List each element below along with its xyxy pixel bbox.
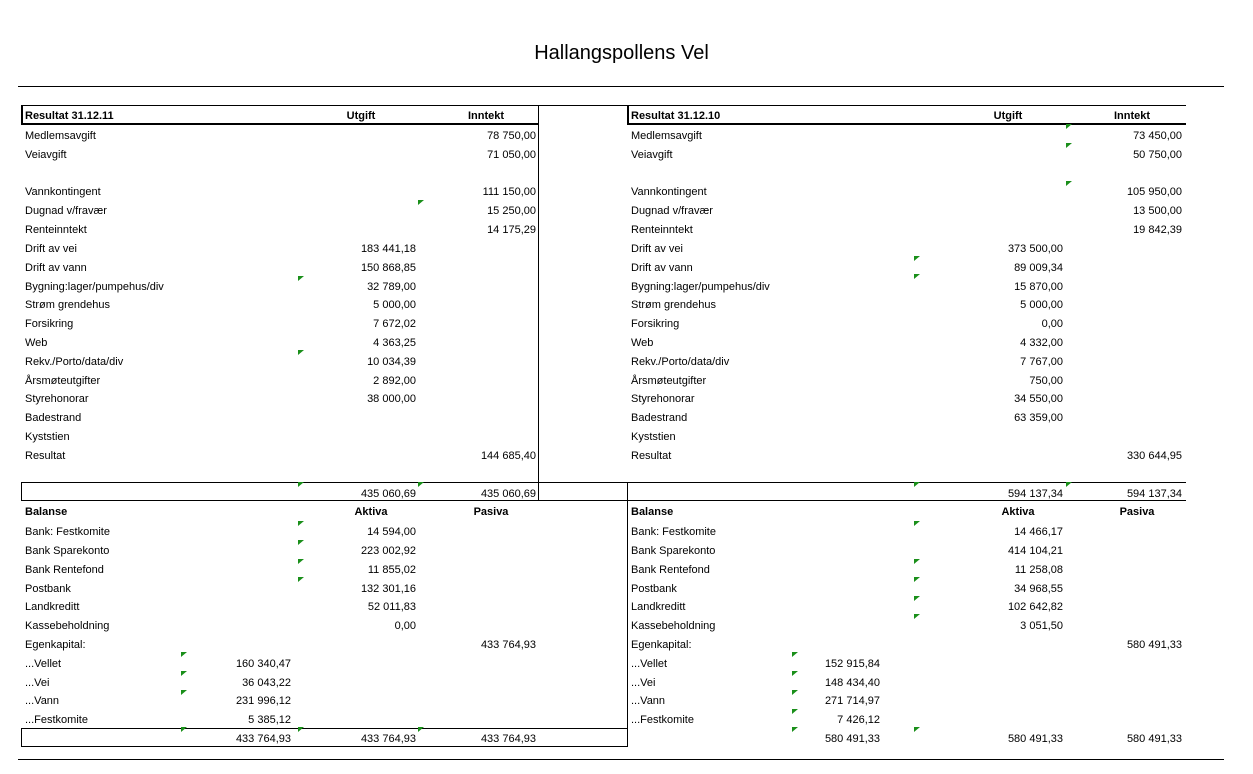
- row-inntekt: 15 250,00: [487, 205, 536, 217]
- balance-row-aktiva: 3 051,50: [1020, 620, 1063, 632]
- balance-row-sub: 271 714,97: [824, 695, 880, 707]
- balance-row-aktiva: 0,00: [394, 620, 416, 632]
- row-utgift: 15 870,00: [1014, 281, 1063, 293]
- balance-row-aktiva: 11 258,08: [1014, 564, 1063, 576]
- row-utgift: 4 332,00: [1020, 337, 1063, 349]
- row-label: Dugnad v/fravær: [25, 205, 107, 217]
- row-utgift: 38 000,00: [367, 393, 416, 405]
- comment-marker-icon[interactable]: [418, 482, 424, 487]
- balance-row-aktiva: 223 002,92: [360, 545, 416, 557]
- row-inntekt: 13 500,00: [1133, 205, 1182, 217]
- row-label: Vannkontingent: [631, 186, 707, 198]
- comment-marker-icon[interactable]: [792, 652, 798, 657]
- comment-marker-icon[interactable]: [914, 521, 920, 526]
- side-right-total-utgift: 594 137,34: [1007, 488, 1063, 500]
- row-label: Rekv./Porto/data/div: [25, 356, 124, 368]
- row-inntekt: 73 450,00: [1133, 130, 1182, 142]
- balance-row-aktiva: 34 968,55: [1014, 583, 1063, 595]
- comment-marker-icon[interactable]: [181, 727, 187, 732]
- balance-row-label: ...Festkomite: [25, 714, 88, 726]
- side-right-header-label: Resultat 31.12.10: [631, 110, 721, 122]
- row-utgift: 10 034,39: [367, 356, 416, 368]
- row-label: Styrehonorar: [631, 393, 695, 405]
- balance-row-label: Landkreditt: [631, 601, 686, 613]
- side-left-balance-label: Balanse: [25, 506, 68, 518]
- comment-marker-icon[interactable]: [1066, 124, 1072, 129]
- balance-row-label: ...Vellet: [631, 658, 668, 670]
- balance-row-label: ...Vann: [25, 695, 60, 707]
- row-label: Veiavgift: [25, 149, 67, 161]
- comment-marker-icon[interactable]: [298, 482, 304, 487]
- comment-marker-icon[interactable]: [418, 727, 424, 732]
- balance-row-aktiva: 14 466,17: [1014, 526, 1063, 538]
- comment-marker-icon[interactable]: [1066, 482, 1072, 487]
- row-label: Medlemsavgift: [25, 130, 96, 142]
- balance-row-label: Bank Sparekonto: [631, 545, 716, 557]
- row-label: Web: [25, 337, 48, 349]
- comment-marker-icon[interactable]: [914, 256, 920, 261]
- comment-marker-icon[interactable]: [418, 200, 424, 205]
- side-left-balance-pasiva: Pasiva: [473, 506, 509, 518]
- comment-marker-icon[interactable]: [298, 521, 304, 526]
- comment-marker-icon[interactable]: [298, 727, 304, 732]
- comment-marker-icon[interactable]: [914, 274, 920, 279]
- balance-row-label: Postbank: [25, 583, 71, 595]
- row-label: Drift av vann: [631, 262, 693, 274]
- side-right-header-utgift: Utgift: [993, 110, 1023, 122]
- side-left-header-utgift: Utgift: [346, 110, 376, 122]
- balance-row-pasiva: 580 491,33: [1126, 639, 1182, 651]
- middle-divider: [538, 105, 539, 500]
- row-label: Dugnad v/fravær: [631, 205, 713, 217]
- side-left-header-label: Resultat 31.12.11: [25, 110, 114, 122]
- balance-row-aktiva: 14 594,00: [367, 526, 416, 538]
- row-label: Bygning:lager/pumpehus/div: [25, 281, 164, 293]
- row-label: Rekv./Porto/data/div: [631, 356, 730, 368]
- row-inntekt: 144 685,40: [480, 450, 536, 462]
- row-utgift: 32 789,00: [367, 281, 416, 293]
- balance-row-label: Postbank: [631, 583, 677, 595]
- left-border-totals: [21, 482, 22, 501]
- balance-row-label: Bank Rentefond: [25, 564, 104, 576]
- side-left-btotal-aktiva: 433 764,93: [360, 733, 416, 745]
- row-label: Forsikring: [631, 318, 680, 330]
- balance-row-label: Egenkapital:: [631, 639, 692, 651]
- comment-marker-icon[interactable]: [792, 690, 798, 695]
- row-utgift: 4 363,25: [373, 337, 416, 349]
- side-right-btotal-aktiva: 580 491,33: [1007, 733, 1063, 745]
- row-label: Renteinntekt: [25, 224, 87, 236]
- comment-marker-icon[interactable]: [298, 540, 304, 545]
- row-label: Badestrand: [25, 412, 82, 424]
- comment-marker-icon[interactable]: [914, 596, 920, 601]
- row-inntekt: 330 644,95: [1126, 450, 1182, 462]
- balance-row-aktiva: 11 855,02: [367, 564, 416, 576]
- row-utgift: 7 672,02: [373, 318, 416, 330]
- balance-row-aktiva: 132 301,16: [360, 583, 416, 595]
- row-inntekt: 105 950,00: [1126, 186, 1182, 198]
- row-utgift: 63 359,00: [1014, 412, 1063, 424]
- row-label: Årsmøteutgifter: [25, 375, 101, 387]
- row-label: Web: [631, 337, 654, 349]
- comment-marker-icon[interactable]: [792, 709, 798, 714]
- balance-row-sub: 231 996,12: [235, 695, 291, 707]
- row-utgift: 89 009,34: [1014, 262, 1063, 274]
- row-inntekt: 111 150,00: [482, 186, 536, 198]
- balance-totals-bottom: [21, 746, 627, 747]
- title-divider: [18, 86, 1224, 87]
- side-right-balance-label: Balanse: [631, 506, 674, 518]
- balance-row-label: Bank: Festkomite: [25, 526, 110, 538]
- row-label: Resultat: [25, 450, 66, 462]
- row-inntekt: 71 050,00: [487, 149, 536, 161]
- row-label: Styrehonorar: [25, 393, 89, 405]
- balance-row-sub: 5 385,12: [248, 714, 291, 726]
- comment-marker-icon[interactable]: [181, 671, 187, 676]
- balance-row-label: Bank Sparekonto: [25, 545, 110, 557]
- side-right-btotal-sub: 580 491,33: [824, 733, 880, 745]
- row-label: Kyststien: [25, 431, 70, 443]
- row-label: Strøm grendehus: [25, 299, 110, 311]
- balance-row-sub: 160 340,47: [235, 658, 291, 670]
- balance-row-label: ...Vellet: [25, 658, 62, 670]
- side-right-balance-aktiva: Aktiva: [1001, 506, 1035, 518]
- comment-marker-icon[interactable]: [298, 276, 304, 281]
- balance-row-label: ...Festkomite: [631, 714, 694, 726]
- comment-marker-icon[interactable]: [914, 727, 920, 732]
- side-right-total-inntekt: 594 137,34: [1126, 488, 1182, 500]
- balance-row-label: Landkreditt: [25, 601, 80, 613]
- header-underline-right: [627, 123, 1186, 125]
- side-right-header-inntekt: Inntekt: [1113, 110, 1151, 122]
- balance-row-label: Bank: Festkomite: [631, 526, 716, 538]
- balance-totals-top: [21, 728, 627, 729]
- side-left-header-inntekt: Inntekt: [467, 110, 505, 122]
- row-inntekt: 14 175,29: [487, 224, 536, 236]
- balance-row-label: Egenkapital:: [25, 639, 86, 651]
- row-inntekt: 78 750,00: [487, 130, 536, 142]
- row-utgift: 373 500,00: [1007, 243, 1063, 255]
- balance-row-sub: 152 915,84: [824, 658, 880, 670]
- row-label: Drift av vei: [631, 243, 683, 255]
- center-divider: [627, 482, 628, 747]
- table-top-border: [21, 105, 1186, 106]
- side-left-balance-aktiva: Aktiva: [354, 506, 388, 518]
- row-utgift: 0,00: [1041, 318, 1063, 330]
- row-label: Årsmøteutgifter: [631, 375, 707, 387]
- row-utgift: 750,00: [1029, 375, 1063, 387]
- balance-row-sub: 7 426,12: [837, 714, 880, 726]
- comment-marker-icon[interactable]: [914, 577, 920, 582]
- comment-marker-icon[interactable]: [298, 350, 304, 355]
- row-utgift: 5 000,00: [1020, 299, 1063, 311]
- comment-marker-icon[interactable]: [1066, 181, 1072, 186]
- balance-row-sub: 148 434,40: [824, 677, 880, 689]
- balance-row-aktiva: 52 011,83: [367, 601, 416, 613]
- comment-marker-icon[interactable]: [1066, 143, 1072, 148]
- left-border: [21, 105, 23, 124]
- comment-marker-icon[interactable]: [181, 652, 187, 657]
- row-utgift: 183 441,18: [360, 243, 416, 255]
- page-title: Hallangspollens Vel: [534, 42, 709, 64]
- row-label: Bygning:lager/pumpehus/div: [631, 281, 770, 293]
- comment-marker-icon[interactable]: [914, 614, 920, 619]
- left-border-btotals: [21, 728, 22, 747]
- comment-marker-icon[interactable]: [792, 727, 798, 732]
- row-utgift: 2 892,00: [373, 375, 416, 387]
- side-left-btotal-sub: 433 764,93: [235, 733, 291, 745]
- side-left-btotal-pasiva: 433 764,93: [480, 733, 536, 745]
- comment-marker-icon[interactable]: [298, 577, 304, 582]
- row-utgift: 150 868,85: [360, 262, 416, 274]
- totals-bottom-border: [21, 500, 1186, 501]
- row-label: Drift av vei: [25, 243, 77, 255]
- balance-row-aktiva: 414 104,21: [1007, 545, 1063, 557]
- bottom-divider: [18, 759, 1224, 760]
- totals-top-border: [21, 482, 1186, 483]
- header-underline-left: [21, 123, 538, 125]
- row-utgift: 7 767,00: [1020, 356, 1063, 368]
- row-utgift: 34 550,00: [1014, 393, 1063, 405]
- row-label: Drift av vann: [25, 262, 87, 274]
- row-label: Veiavgift: [631, 149, 673, 161]
- balance-row-label: ...Vann: [631, 695, 666, 707]
- balance-row-sub: 36 043,22: [242, 677, 291, 689]
- balance-row-label: Bank Rentefond: [631, 564, 710, 576]
- row-label: Medlemsavgift: [631, 130, 702, 142]
- side-left-total-inntekt: 435 060,69: [480, 488, 536, 500]
- comment-marker-icon[interactable]: [914, 482, 920, 487]
- row-label: Badestrand: [631, 412, 688, 424]
- row-label: Kyststien: [631, 431, 676, 443]
- balance-row-pasiva: 433 764,93: [480, 639, 536, 651]
- row-inntekt: 19 842,39: [1133, 224, 1182, 236]
- balance-row-label: Kassebeholdning: [631, 620, 716, 632]
- row-label: Forsikring: [25, 318, 74, 330]
- comment-marker-icon[interactable]: [792, 671, 798, 676]
- balance-row-label: ...Vei: [25, 677, 50, 689]
- row-label: Renteinntekt: [631, 224, 693, 236]
- side-right-btotal-pasiva: 580 491,33: [1126, 733, 1182, 745]
- comment-marker-icon[interactable]: [181, 690, 187, 695]
- comment-marker-icon[interactable]: [914, 559, 920, 564]
- side-right-balance-pasiva: Pasiva: [1119, 506, 1155, 518]
- center-divider-top: [627, 105, 629, 124]
- row-label: Vannkontingent: [25, 186, 101, 198]
- balance-row-aktiva: 102 642,82: [1007, 601, 1063, 613]
- balance-row-label: Kassebeholdning: [25, 620, 110, 632]
- balance-row-label: ...Vei: [631, 677, 656, 689]
- side-left-total-utgift: 435 060,69: [360, 488, 416, 500]
- row-inntekt: 50 750,00: [1133, 149, 1182, 161]
- row-label: Resultat: [631, 450, 672, 462]
- row-utgift: 5 000,00: [373, 299, 416, 311]
- row-label: Strøm grendehus: [631, 299, 716, 311]
- comment-marker-icon[interactable]: [298, 559, 304, 564]
